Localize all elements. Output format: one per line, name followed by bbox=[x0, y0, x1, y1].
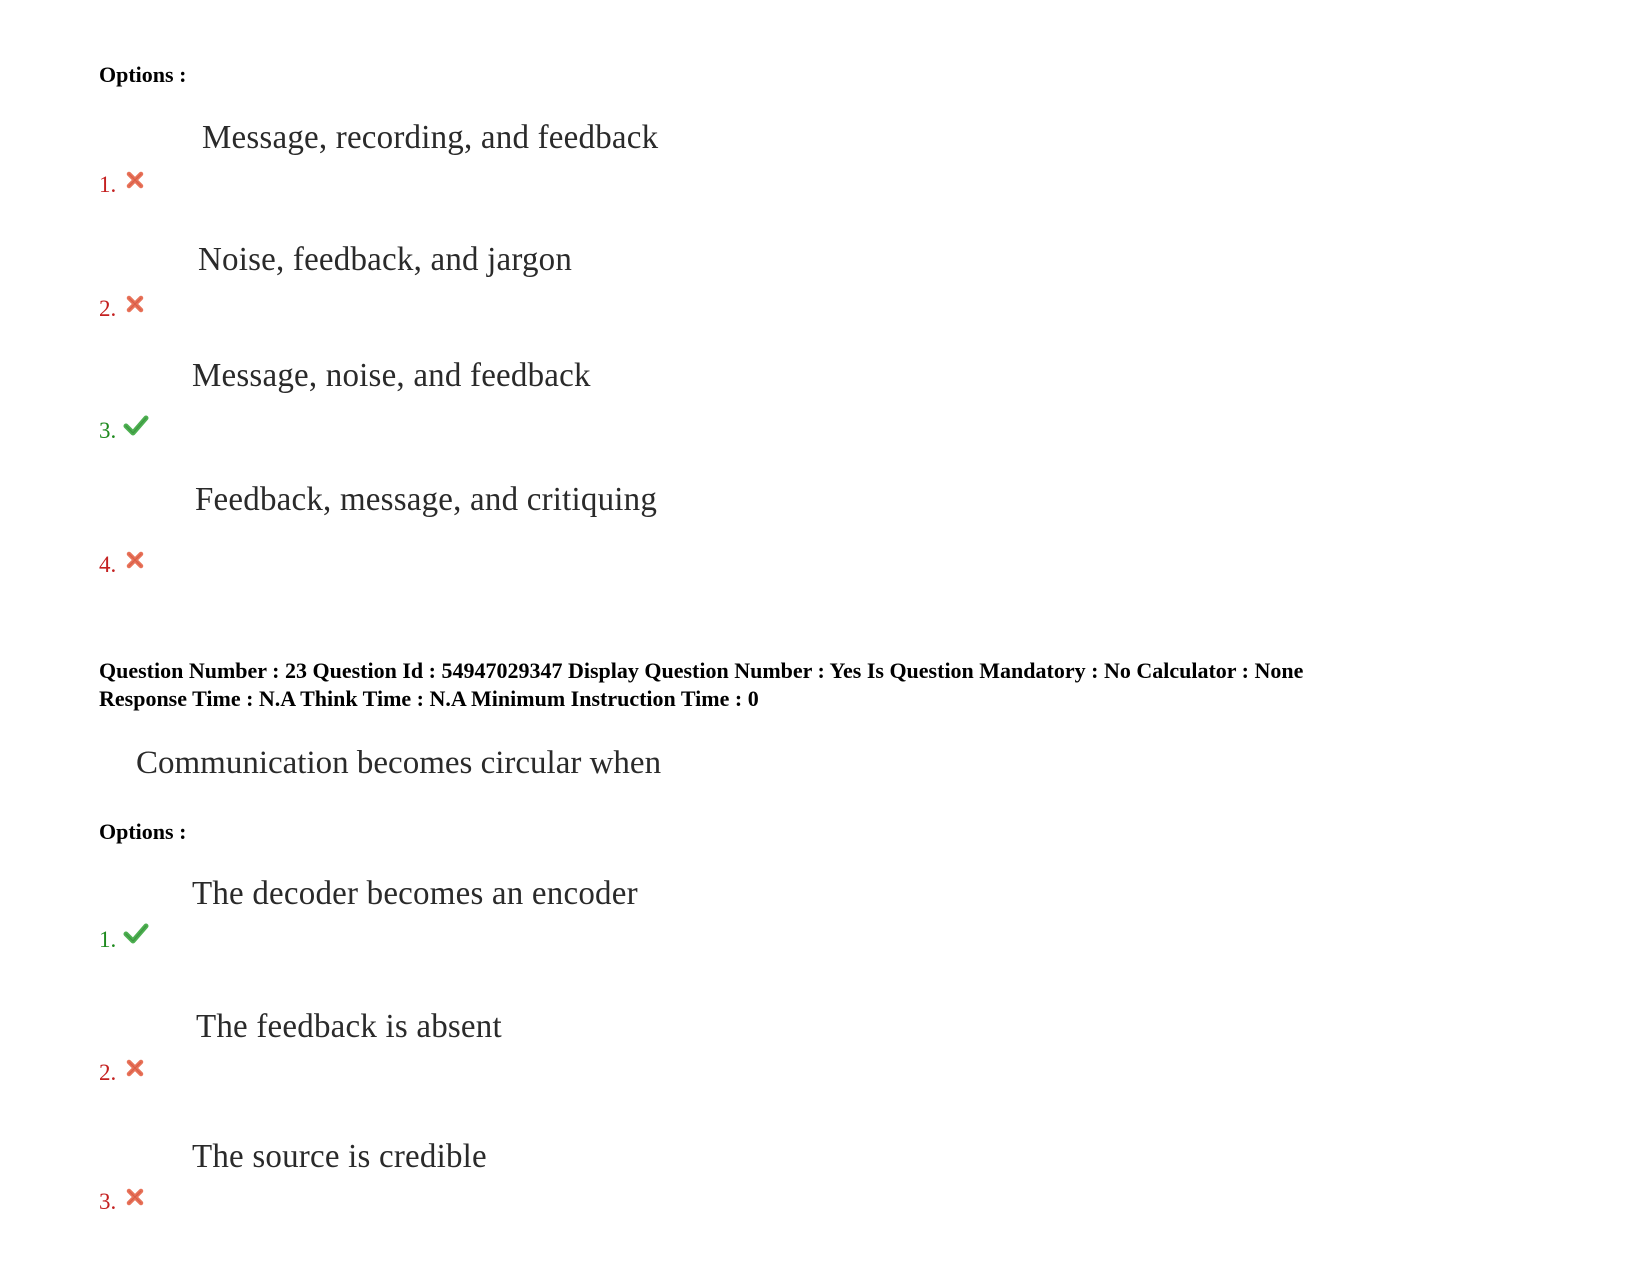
option-text: Message, recording, and feedback bbox=[202, 119, 659, 157]
option-text: The source is credible bbox=[192, 1138, 487, 1176]
option-text: Feedback, message, and critiquing bbox=[195, 481, 658, 519]
options-label: Options : bbox=[99, 62, 187, 87]
option-number: 4. bbox=[99, 552, 117, 577]
option-number: 1. bbox=[99, 927, 117, 952]
option-number: 2. bbox=[99, 1060, 117, 1085]
cross-icon bbox=[125, 1187, 145, 1207]
option-number: 3. bbox=[99, 1189, 117, 1214]
option-text: The feedback is absent bbox=[196, 1008, 502, 1046]
question-text: Communication becomes circular when bbox=[136, 745, 662, 781]
option-number: 2. bbox=[99, 296, 117, 321]
check-icon bbox=[123, 922, 149, 944]
option-text: The decoder becomes an encoder bbox=[192, 875, 638, 913]
cross-icon bbox=[125, 550, 145, 570]
cross-icon bbox=[125, 170, 145, 190]
options-label: Options : bbox=[99, 819, 187, 844]
cross-icon bbox=[125, 1058, 145, 1078]
cross-icon bbox=[125, 294, 145, 314]
option-text: Message, noise, and feedback bbox=[192, 357, 591, 395]
option-number: 3. bbox=[99, 418, 117, 443]
option-number: 1. bbox=[99, 172, 117, 197]
question-meta-line: Response Time : N.A Think Time : N.A Minimum Instruction Time : 0 bbox=[99, 686, 759, 711]
check-icon bbox=[123, 414, 149, 436]
question-meta-line: Question Number : 23 Question Id : 54947029347 Display Question Number : Yes Is Question Mandatory : No Calculator : None bbox=[99, 658, 1304, 683]
option-text: Noise, feedback, and jargon bbox=[198, 241, 573, 279]
